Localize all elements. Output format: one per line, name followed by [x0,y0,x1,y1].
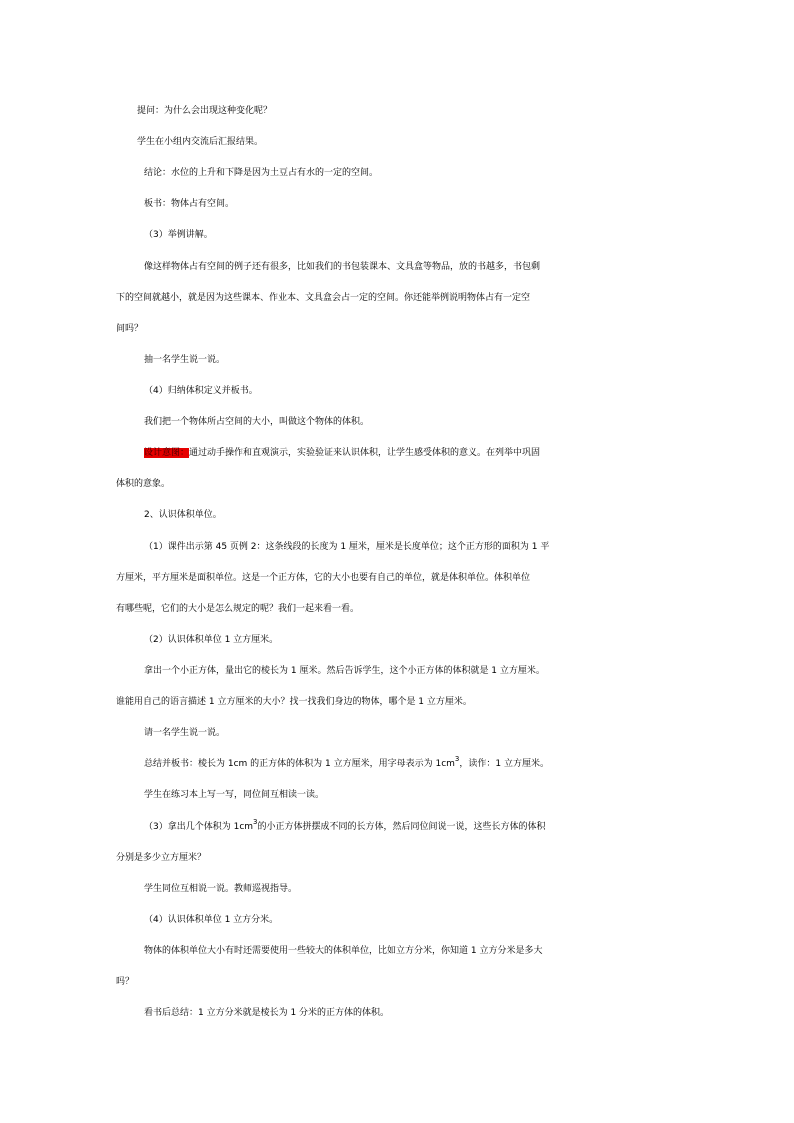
paragraph-student-describe [0,718,794,749]
text-line: 分别是多少立方厘米？ [116,853,207,863]
text-line: 物体的体积单位大小有时还需要使用一些较大的体积单位，比如立方分米，你知道 1 立方分米是多大 [144,946,543,956]
text-line: ，读作：1 立方厘米。 [459,759,549,769]
text-line: （4）归纳体积定义并板书。 [144,386,258,396]
text-line: 通过动手操作和直观演示，实验验证来认识体积，让学生感受体积的意义。在列举中巩固 [189,448,541,458]
text-line: （1）课件出示第 45 页例 2：这条线段的长度为 1 厘米，厘米是长度单位；这个正方形的面积为 1 平 [144,542,550,552]
text-line: 学生在小组内交流后汇报结果。 [137,137,264,147]
text-line: 学生同位互相说一说。教师巡视指导。 [144,884,298,894]
text-line: 板书：物体占有空间。 [144,199,235,209]
paragraph-board-writing [0,189,794,220]
text-line: 间吗？ [116,324,144,334]
text-line: 吗？ [116,977,135,987]
text-line: 总结并板书：棱长为 1cm 的正方体的体积为 1 立方厘米，用字母表示为 1cm [144,759,455,769]
text-line: 有哪些呢，它们的大小是怎么规定的呢？我们一起来看一看。 [116,604,360,614]
text-line: 抽一名学生说一说。 [144,355,226,365]
paragraph-peer-talk [0,874,794,905]
text-line: 2、认识体积单位。 [144,510,222,520]
paragraph-practice [0,780,794,811]
paragraph-heading-3 [0,220,794,251]
text-line: 拿出一个小正方体，量出它的棱长为 1 厘米。然后告诉学生，这个小正方体的体积就是 1 立方厘米。 [144,666,545,676]
text-line: 谁能用自己的语言描述 1 立方厘米的大小？找一找我们身边的物体，哪个是 1 立方厘米。 [116,697,472,707]
text-line: 提问：为什么会出现这种变化呢？ [137,106,273,116]
text-line: 我们把一个物体所占空间的大小，叫做这个物体的体积。 [144,417,370,427]
paragraph-conclusion [0,158,794,189]
paragraph-build-cuboids [0,812,794,874]
design-intent-highlight: 设计意图： [144,448,190,458]
paragraph-heading-cm3 [0,625,794,656]
paragraph-volume-definition [0,407,794,438]
text-line: （4）认识体积单位 1 立方分米。 [144,915,279,925]
text-line: （3）拿出几个体积为 1cm [144,822,254,832]
text-line: 体积的意象。 [116,479,171,489]
text-line: 的小正方体拼摆成不同的长方体，然后同位间说一说，这些长方体的体积 [257,822,546,832]
paragraph-summary-cm3 [0,749,794,780]
text-line: 学生在练习本上写一写，同位间互相读一读。 [144,790,325,800]
text-line: 看书后总结：1 立方分米就是棱长为 1 分米的正方体的体积。 [144,1008,390,1018]
paragraph-examples [0,252,794,345]
paragraph-larger-units [0,936,794,998]
superscript-3: 3 [253,818,258,826]
text-line: （3）举例讲解。 [144,230,213,240]
paragraph-design-intent [0,438,794,500]
text-line: 下的空间就越小，就是因为这些课本、作业本、文具盒会占一定的空间。你还能举例说明物体占有一定空 [116,293,531,303]
paragraph-summary-dm3 [0,998,794,1029]
text-line: （2）认识体积单位 1 立方厘米。 [144,635,279,645]
paragraph-heading-dm3 [0,905,794,936]
text-line: 像这样物体占有空间的例子还有很多，比如我们的书包装课本、文具盒等物品，放的书越多，书包剩 [144,262,541,272]
superscript-3: 3 [454,755,460,763]
text-line: 结论：水位的上升和下降是因为土豆占有水的一定的空间。 [144,168,379,178]
paragraph-small-cube [0,656,794,718]
paragraph-example-2 [0,532,794,625]
text-line: 请一名学生说一说。 [144,728,226,738]
text-line: 方厘米，平方厘米是面积单位。这是一个正方体，它的大小也要有自己的单位，就是体积单位。体积单位 [116,573,531,583]
paragraph-question [0,96,794,127]
paragraph-students-report [0,127,794,158]
section-heading-2 [0,500,794,531]
paragraph-student-speak [0,345,794,376]
paragraph-heading-4 [0,376,794,407]
